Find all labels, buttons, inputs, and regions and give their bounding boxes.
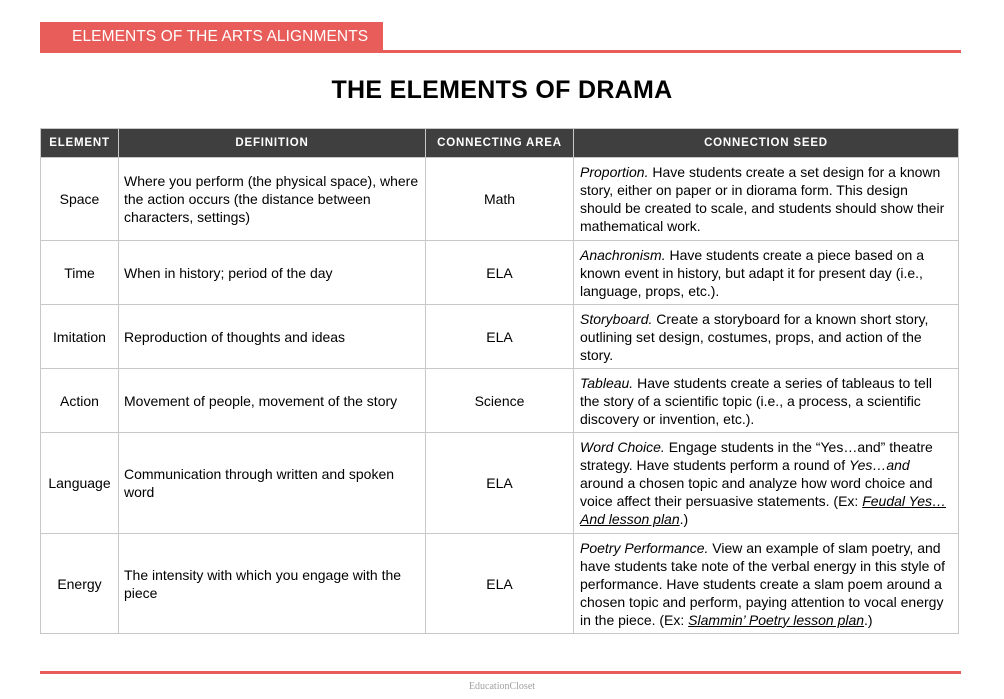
header-banner (40, 22, 383, 53)
seed-text: Create a storyboard for a known short story, outlining set design, costumes, props, and action of the story. (580, 310, 929, 363)
definition-cell: Where you perform (the physical space), where the action occurs (the distance between characters, settings) (119, 158, 426, 241)
seed-text: Engage students in the “Yes…and” theatre strategy. Have students perform a round of (580, 439, 933, 473)
banner-label: ELEMENTS OF THE ARTS ALIGNMENTS (72, 28, 369, 45)
area-cell: Science (426, 369, 574, 433)
column-header-area: CONNECTING AREA (426, 129, 574, 158)
area-cell: ELA (426, 241, 574, 305)
table-row (41, 433, 959, 534)
seed-lead: Tableau. (580, 374, 634, 391)
seed-cell (574, 158, 959, 241)
header-rule (383, 50, 961, 53)
seed-text: View an example of slam poetry, and have students take note of the verbal energy in this style of performance. Have students create a slam poem around a chosen topic and perform, paying attention to vocal energy in the piece. (Ex: (580, 539, 945, 628)
footer-text: EducationCloset (468, 681, 536, 692)
table-row (41, 369, 959, 433)
column-header-definition: DEFINITION (119, 129, 426, 158)
table-header-row (41, 129, 959, 158)
seed-cell (574, 433, 959, 534)
table-row (41, 305, 959, 369)
area-cell: ELA (426, 534, 574, 634)
page-title: THE ELEMENTS OF DRAMA (331, 76, 673, 104)
element-cell: Language (41, 433, 119, 534)
column-header-seed: CONNECTION SEED (574, 129, 959, 158)
seed-text: Have students create a set design for a known story, either on paper or in diorama form. This design should be created to scale, and students should show their mathematical work. (580, 164, 945, 234)
seed-lead: Word Choice. (580, 439, 665, 455)
seed-lead: Poetry Performance. (580, 539, 709, 556)
element-cell: Time (41, 241, 119, 305)
area-cell: ELA (426, 305, 574, 369)
definition-cell: Reproduction of thoughts and ideas (119, 305, 426, 369)
element-cell: Action (41, 369, 119, 433)
column-header-element: ELEMENT (41, 129, 119, 158)
table-row (41, 534, 959, 634)
seed-lead: Proportion. (580, 164, 649, 180)
seed-text: Have students create a piece based on a known event in history, but adapt it for present day (i.e., language, props, etc.). (580, 246, 924, 299)
definition-cell: Movement of people, movement of the story (119, 369, 426, 433)
seed-lead: Anachronism. (580, 246, 666, 263)
element-cell: Energy (41, 534, 119, 634)
seed-cell (574, 305, 959, 369)
definition-cell: When in history; period of the day (119, 241, 426, 305)
seed-italic: Yes…and (849, 457, 910, 473)
definition-cell: Communication through written and spoken word (119, 433, 426, 534)
seed-text: Have students create a series of tableaus to tell the story of a scientific topic (i.e., a process, a scientific discovery or invention, etc.). (580, 374, 933, 427)
seed-text: around a chosen topic and analyze how word choice and voice affect their persuasive statements. (Ex: (580, 475, 933, 509)
seed-lead: Storyboard. (580, 310, 653, 327)
lesson-plan-link[interactable]: Slammin’ Poetry lesson plan (688, 611, 865, 628)
lesson-plan-link[interactable]: Feudal Yes…And lesson plan (580, 493, 946, 527)
elements-table (40, 128, 959, 634)
table-row (41, 241, 959, 305)
seed-cell (574, 534, 959, 634)
seed-cell (574, 369, 959, 433)
definition-cell: The intensity with which you engage with the piece (119, 534, 426, 634)
area-cell: Math (426, 158, 574, 241)
element-cell: Imitation (41, 305, 119, 369)
table-row (41, 158, 959, 241)
area-cell: ELA (426, 433, 574, 534)
footer-rule (40, 671, 961, 674)
seed-cell (574, 241, 959, 305)
element-cell: Space (41, 158, 119, 241)
seed-end: .) (679, 511, 689, 527)
seed-end: .) (864, 611, 873, 628)
